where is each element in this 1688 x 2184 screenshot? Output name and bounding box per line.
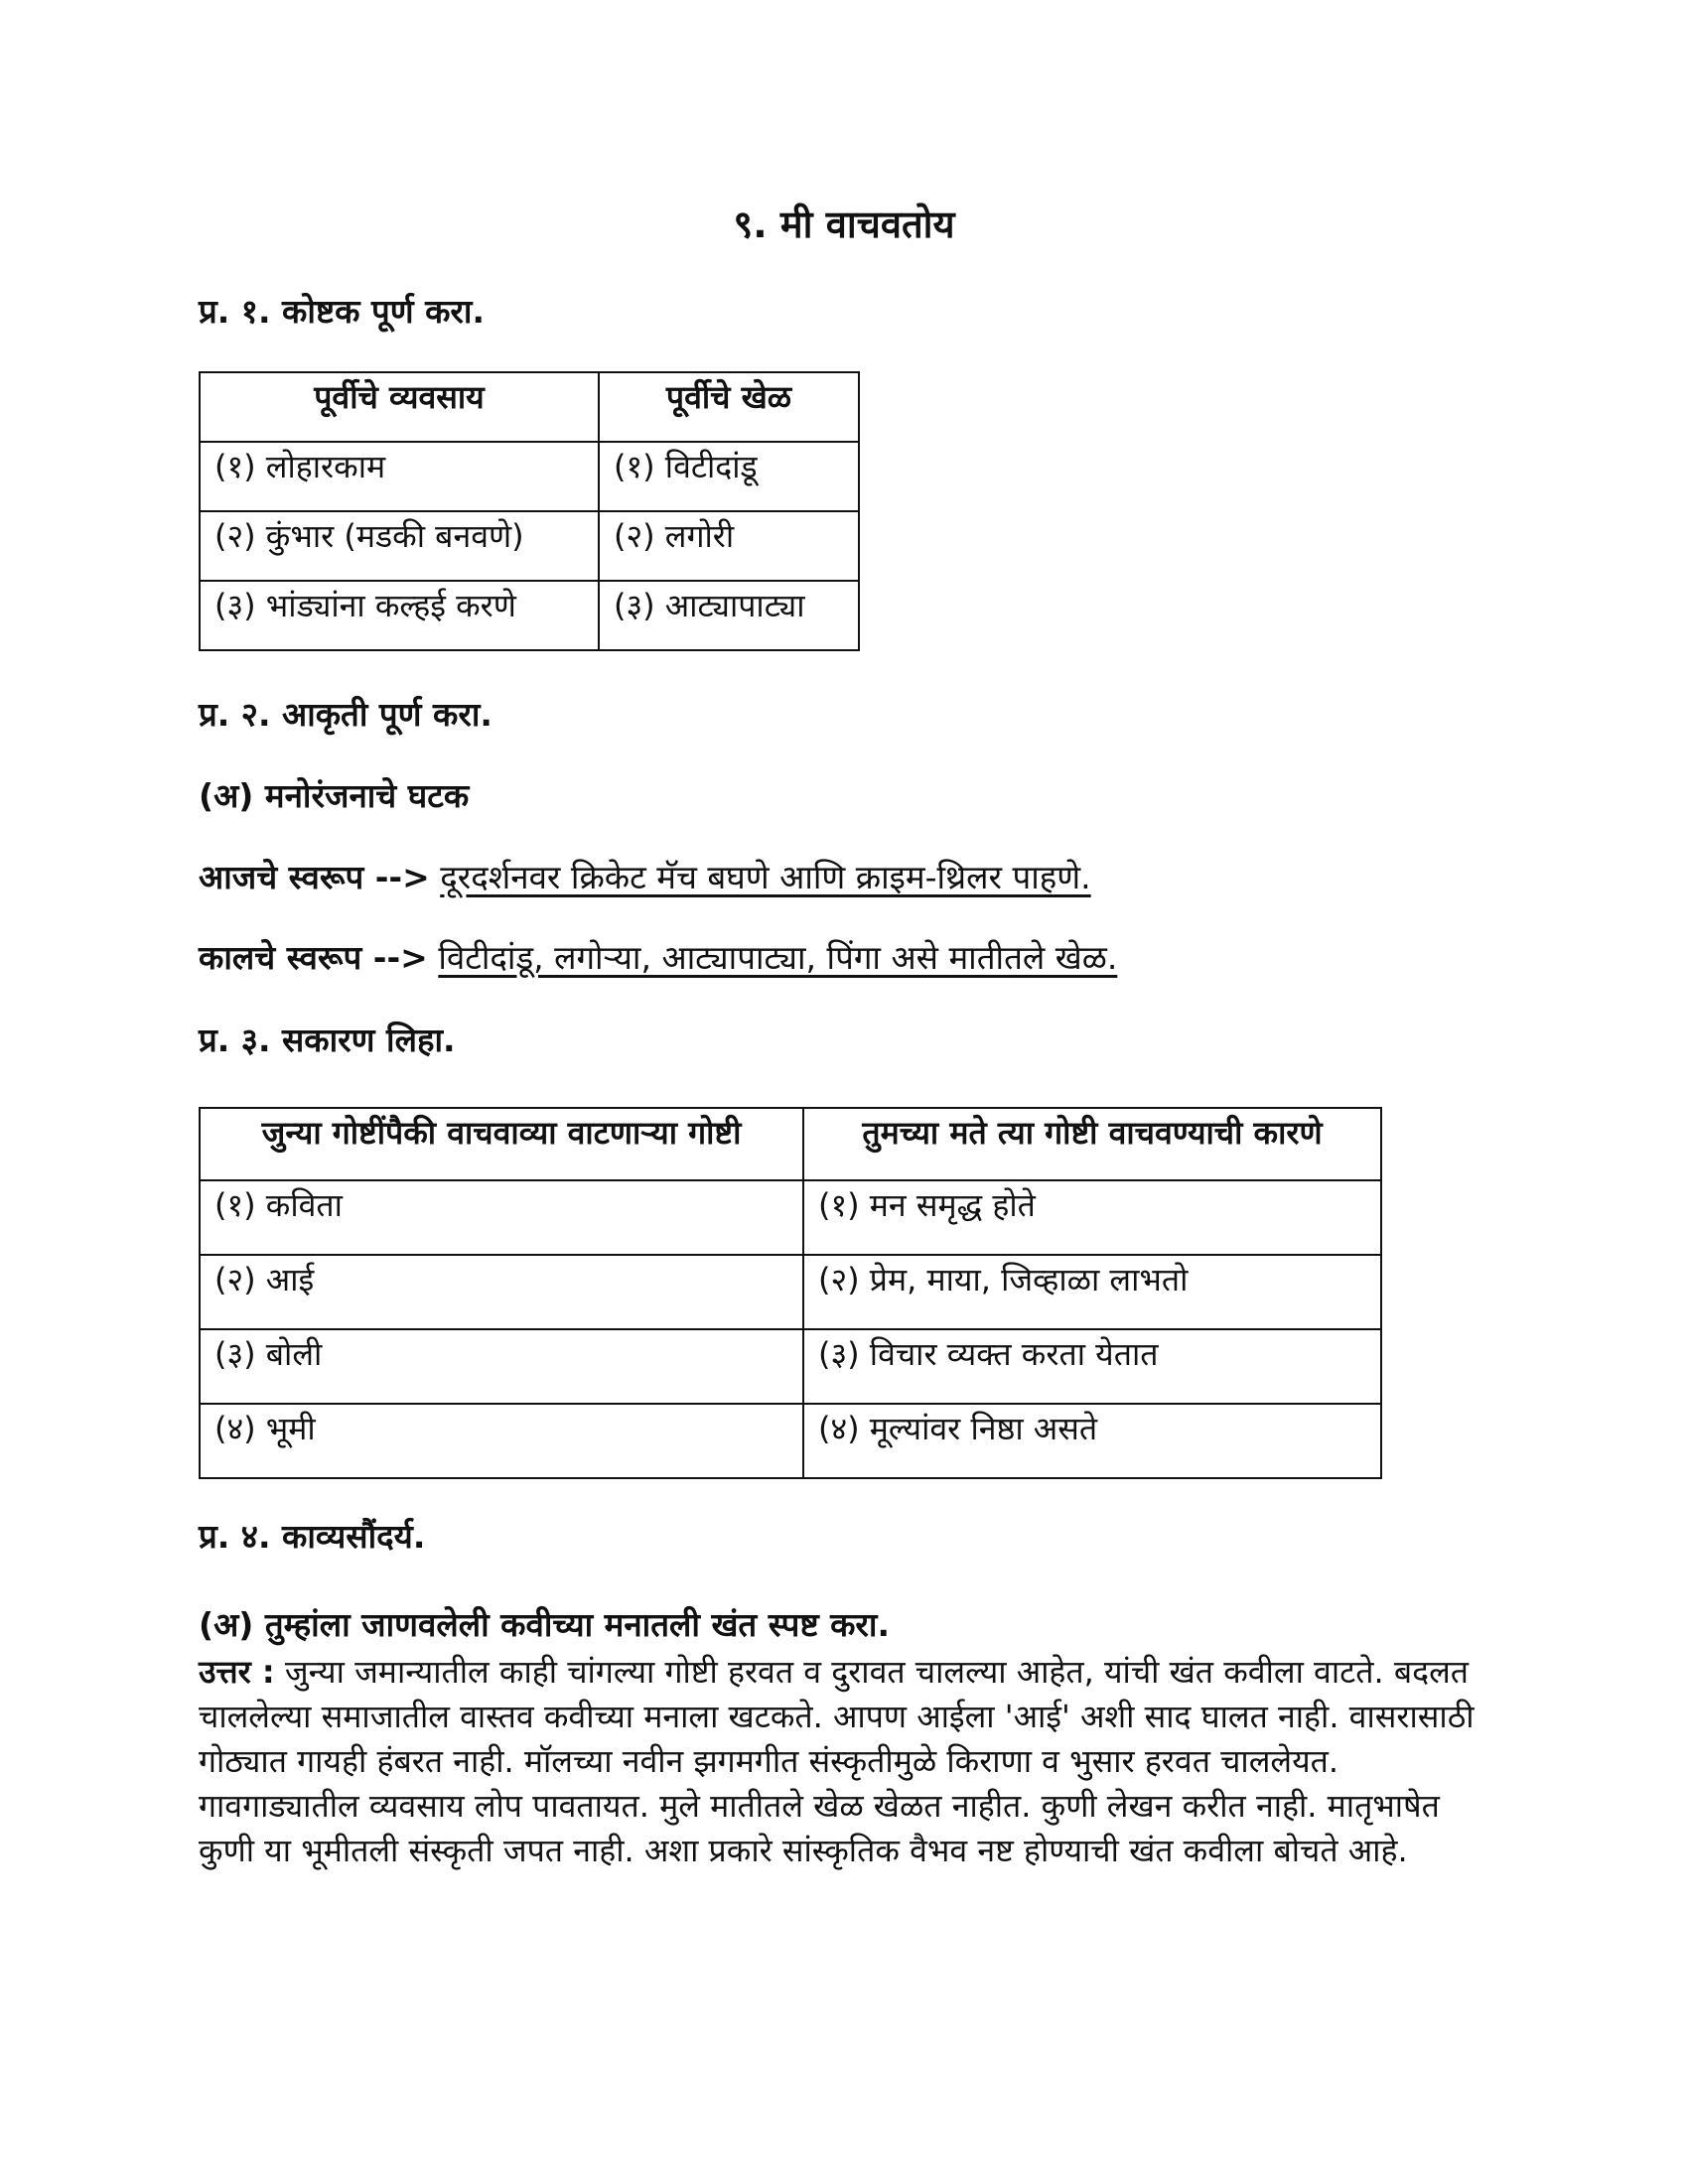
table-cell: (३) विचार व्यक्त करता येतात [803,1329,1381,1404]
table-cell: (२) लगोरी [599,511,859,581]
table-cell: (३) भांड्यांना कल्हई करणे [200,581,599,650]
table-row [200,581,859,650]
q2-heading: प्र. २. आकृती पूर्ण करा. [199,695,492,734]
past-label: कालचे स्वरूप --> [199,938,428,977]
table-row [200,511,859,581]
table-cell: (२) प्रेम, माया, जिव्हाळा लाभतो [803,1255,1381,1329]
answer-label: उत्तर : [199,1653,275,1691]
table-cell: (४) भूमी [200,1404,803,1478]
today-answer: दूरदर्शनवर क्रिकेट मॅच बघणे आणि क्राइम-थ्रिलर पाहणे. [440,858,1091,896]
table-header-cell: जुन्या गोष्टींपैकी वाचवाव्या वाटणाऱ्या गोष्टी [200,1108,803,1180]
table-header-row [200,1108,1381,1180]
q1-table [199,371,860,651]
table-header-cell: पूर्वीचे खेळ [599,372,859,442]
q4-heading: प्र. ४. काव्यसौंदर्य. [199,1517,426,1556]
table-row [200,1404,1381,1478]
q2-subheading: (अ) मनोरंजनाचे घटक [199,776,470,815]
q1-heading: प्र. १. कोष्टक पूर्ण करा. [199,292,485,331]
q3-table [199,1107,1382,1479]
today-line [199,853,1091,902]
table-header-row [200,372,859,442]
table-cell: (१) मन समृद्ध होते [803,1180,1381,1255]
table-row [200,1255,1381,1329]
table-row [200,1329,1381,1404]
table-row [200,1180,1381,1255]
table-cell: (३) आट्यापाट्या [599,581,859,650]
table-cell: (१) कविता [200,1180,803,1255]
past-answer: विटीदांडू, लगोऱ्या, आट्यापाट्या, पिंगा असे मातीतले खेळ. [438,938,1118,977]
table-cell: (२) आई [200,1255,803,1329]
table-header-cell: पूर्वीचे व्यवसाय [200,372,599,442]
table-cell: (३) बोली [200,1329,803,1404]
table-cell: (२) कुंभार (मडकी बनवणे) [200,511,599,581]
table-header-cell: तुमच्या मते त्या गोष्टी वाचवण्याची कारणे [803,1108,1381,1180]
table-cell: (१) विटीदांडू [599,442,859,511]
page-title: ९. मी वाचवतोय [733,203,955,246]
today-label: आजचे स्वरूप --> [199,858,430,896]
table-cell: (१) लोहारकाम [200,442,599,511]
q4-answer-paragraph [199,1650,1489,1873]
table-row [200,442,859,511]
table-cell: (४) मूल्यांवर निष्ठा असते [803,1404,1381,1478]
q3-heading: प्र. ३. सकारण लिहा. [199,1021,456,1059]
past-line [199,933,1117,983]
q4-subheading: (अ) तुम्हांला जाणवलेली कवीच्या मनातली खंत स्पष्ट करा. [199,1605,891,1644]
answer-text: जुन्या जमान्यातील काही चांगल्या गोष्टी हरवत व दुरावत चालल्या आहेत, यांची खंत कवीला वाटते. बदलत चाललेल्या समाजातील वास्तव कवीच्या मनाला खटकते. आपण आईला 'आई' अशी साद घालत नाही. वासरासाठी गोठ्यात गायही हंबरत नाही. मॉलच्या नवीन झगमगीत संस्कृतीमुळे किराणा व भुसार हरवत चाललेयत. गावगाड्यातील व्यवसाय लोप पावतायत. मुले मातीतले खेळ खेळत नाहीत. कुणी लेखन करीत नाही. मातृभाषेत कुणी या भूमीतली संस्कृती जपत नाही. अशा प्रकारे सांस्कृतिक वैभव नष्ट होण्याची खंत कवीला बोचते आहे. [199,1653,1475,1869]
